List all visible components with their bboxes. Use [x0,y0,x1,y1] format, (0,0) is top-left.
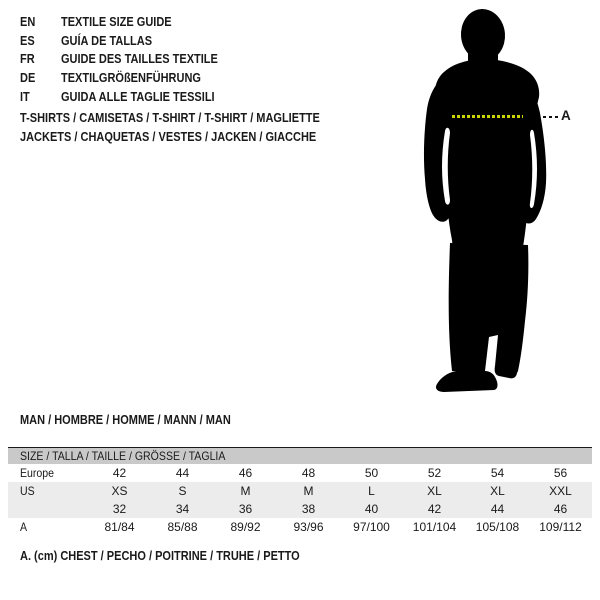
size-cell: 40 [364,502,379,516]
category-block [20,109,361,147]
language-label: TEXTILE SIZE GUIDE [61,15,172,30]
section-title: MAN / HOMBRE / HOMME / MANN / MAN [20,413,231,427]
language-row [20,87,239,106]
size-cell: M [240,484,251,498]
size-cell: 44 [175,466,190,480]
table-row-us-numeric [8,500,592,518]
size-cell: 48 [301,466,316,480]
table-row-us [8,482,592,500]
size-cell: 56 [553,466,568,480]
size-cell: 38 [301,502,316,516]
size-cell: 42 [112,466,127,480]
size-cell: 85/88 [167,520,198,534]
language-list [20,13,239,106]
size-cell: XS [111,484,128,498]
measurement-footnote: A. (cm) CHEST / PECHO / POITRINE / TRUHE / PETTO [20,549,300,563]
size-cell: XL [490,484,505,498]
size-cell: M [303,484,314,498]
size-cell: 97/100 [353,520,390,534]
language-code: FR [20,52,35,67]
size-table-header: SIZE / TALLA / TAILLE / GRÖSSE / TAGLIA [20,449,226,463]
chest-measure-leader [543,116,559,118]
size-cell: S [178,484,187,498]
language-row [20,32,239,51]
language-row [20,50,239,69]
category-tshirts: T-SHIRTS / CAMISETAS / T-SHIRT / T-SHIRT / MAGLIETTE [20,111,320,125]
language-code: DE [20,71,36,86]
table-row-europe [8,464,592,482]
category-jackets: JACKETS / CHAQUETAS / VESTES / JACKEN / GIACCHE [20,130,317,144]
size-cell: 105/108 [475,520,520,534]
size-cell: 42 [427,502,442,516]
row-label: Europe [20,466,55,480]
language-code: IT [20,89,30,104]
size-cell: 36 [238,502,253,516]
language-label: GUIDA ALLE TAGLIE TESSILI [61,89,215,104]
size-cell: 44 [490,502,505,516]
size-cell: L [368,484,375,498]
language-code: EN [20,15,36,30]
size-cell: 93/96 [293,520,324,534]
size-cell: 109/112 [539,520,582,534]
chest-measure-line [452,115,523,118]
measure-label-a: A [561,108,571,123]
size-cell: 52 [427,466,442,480]
size-cell: 46 [553,502,568,516]
size-cell: 32 [112,502,127,516]
row-label: A [20,520,28,534]
language-row [20,69,239,88]
size-cell: 46 [238,466,253,480]
size-cell: 81/84 [104,520,135,534]
size-cell: 34 [175,502,190,516]
size-cell: 50 [364,466,379,480]
size-cell: 101/104 [412,520,457,534]
size-cell: XL [427,484,442,498]
figure-area [400,0,580,396]
row-label: US [20,484,35,498]
size-table [8,447,592,536]
size-cell: 89/92 [230,520,261,534]
man-silhouette [400,5,570,395]
language-code: ES [20,33,35,48]
size-cell: XXL [549,484,572,498]
language-label: GUÍA DE TALLAS [61,33,153,48]
language-label: GUIDE DES TAILLES TEXTILE [61,52,218,67]
size-cell: 54 [490,466,505,480]
language-row [20,13,239,32]
table-row-chest [8,518,592,536]
language-label: TEXTILGRÖßENFÜHRUNG [61,71,201,86]
